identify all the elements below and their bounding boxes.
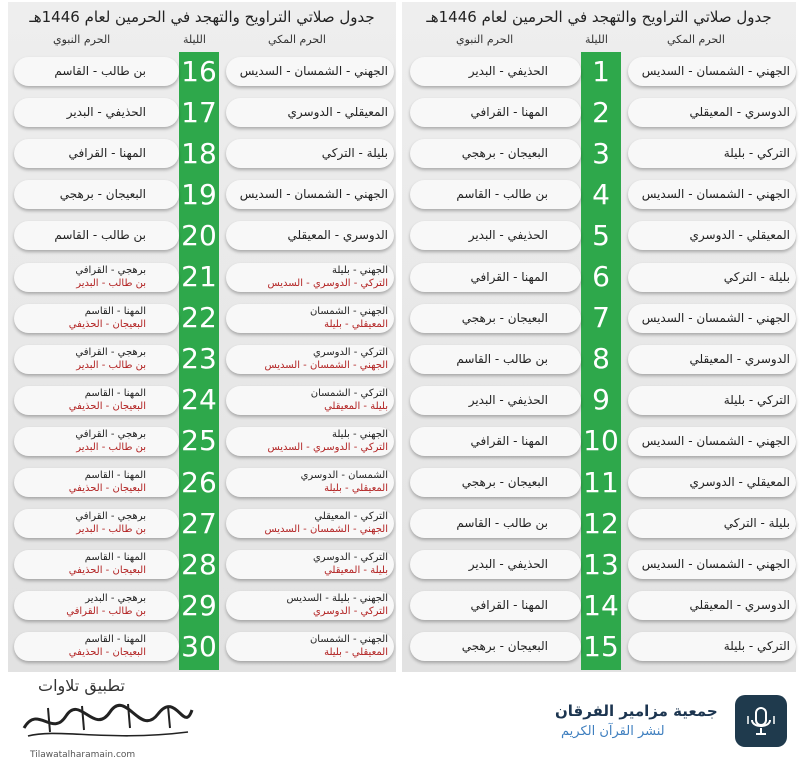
imam-names: برهجي - القرافي: [75, 428, 146, 440]
cell-nabawi: [408, 506, 548, 540]
cell-makki: [222, 177, 388, 211]
cell-nabawi: [408, 547, 548, 581]
cell-makki: [222, 95, 388, 129]
cell-makki: [222, 301, 388, 335]
imam-names-second: المعيقلي - بليلة: [324, 647, 388, 659]
table-row: [8, 301, 396, 335]
night-number: 11: [583, 465, 619, 499]
cell-nabawi: [16, 424, 146, 458]
imam-names: بليلة - التركي: [723, 269, 790, 284]
imam-names: البعيجان - برهجي: [461, 639, 548, 654]
cell-makki: [622, 465, 790, 499]
table-row: [8, 424, 396, 458]
imam-names: التركي - بليلة: [723, 146, 790, 161]
table-row: [8, 218, 396, 252]
cell-makki: [622, 301, 790, 335]
panel-title: جدول صلاتي التراويح والتهجد في الحرمين لعام 1446هـ: [29, 8, 375, 26]
night-number: 24: [181, 383, 217, 417]
cell-nabawi: [16, 177, 146, 211]
cell-nabawi: [16, 260, 146, 294]
imam-names: الدوسري - المعيقلي: [689, 351, 790, 366]
table-row: [402, 424, 796, 458]
cell-nabawi: [16, 506, 146, 540]
cell-nabawi: [408, 177, 548, 211]
cell-makki: [622, 95, 790, 129]
cell-nabawi: [16, 136, 146, 170]
imam-names: الجهني - الشمسان - السديس: [239, 64, 388, 78]
imam-names: المعيقلي - الدوسري: [287, 105, 388, 120]
col-header-night: الليلة: [183, 33, 206, 46]
imam-names: المعيقلي - الدوسري: [689, 475, 790, 489]
night-number: 20: [181, 218, 217, 252]
imam-names-second: بليلة - المعيقلي: [324, 565, 388, 577]
imam-names: المهنا - القرافي: [470, 598, 548, 613]
imam-names: التركي - الدوسري: [312, 552, 388, 564]
table-row: [402, 588, 796, 622]
imam-names: المهنا - القاسم: [84, 634, 146, 646]
night-number: 16: [181, 54, 217, 88]
imam-names-second: الجهني - الشمسان - السديس: [264, 359, 388, 371]
cell-makki: [622, 588, 790, 622]
imam-names-second: البعيجان - الحذيفي: [68, 400, 146, 412]
cell-makki: [622, 260, 790, 294]
night-number: 3: [592, 136, 610, 170]
table-row: [8, 54, 396, 88]
table-row: [8, 506, 396, 540]
col-header-night: الليلة: [585, 33, 608, 46]
cell-nabawi: [408, 588, 548, 622]
imam-names: بن طالب - القاسم: [54, 228, 146, 243]
imam-names: البعيجان - برهجي: [461, 146, 548, 161]
imam-names: برهجي - القرافي: [75, 264, 146, 276]
imam-names: الشمسان - الدوسري: [300, 470, 388, 481]
imam-names: التركي - بليلة: [723, 392, 790, 407]
cell-makki: [222, 260, 388, 294]
imam-names-second: التركي - الدوسري - السديس: [267, 441, 388, 453]
imam-names: الجهني - الشمسان: [309, 305, 388, 317]
night-number: 26: [181, 465, 217, 499]
table-row: [402, 260, 796, 294]
cell-makki: [622, 177, 790, 211]
imam-names: المهنا - القاسم: [84, 470, 146, 481]
imam-names: الحذيفي - البدير: [468, 228, 548, 243]
imam-names: الحذيفي - البدير: [468, 64, 548, 78]
cell-nabawi: [408, 383, 548, 417]
cell-makki: [622, 424, 790, 458]
cell-makki: [622, 629, 790, 663]
cell-nabawi: [408, 342, 548, 376]
cell-nabawi: [408, 95, 548, 129]
night-number: 2: [592, 95, 610, 129]
col-header-makki: الحرم المكي: [667, 33, 725, 46]
imam-names-second: البعيجان - الحذيفي: [68, 318, 146, 330]
imam-names-second: بليلة - المعيقلي: [324, 400, 388, 412]
night-number: 12: [583, 506, 619, 540]
imam-names-second: البعيجان - الحذيفي: [68, 483, 146, 494]
panel-title: جدول صلاتي التراويح والتهجد في الحرمين لعام 1446هـ: [426, 8, 772, 26]
cell-makki: [622, 342, 790, 376]
cell-makki: [222, 218, 388, 252]
table-row: [8, 588, 396, 622]
cell-makki: [222, 54, 388, 88]
night-number: 1: [592, 54, 610, 88]
night-number: 18: [181, 136, 217, 170]
cell-makki: [622, 506, 790, 540]
imam-names: المعيقلي - الدوسري: [689, 228, 790, 243]
imam-names-second: بن طالب - القرافي: [66, 606, 146, 618]
imam-names: بن طالب - القاسم: [456, 516, 548, 531]
night-number: 4: [592, 177, 610, 211]
imam-names: الجهني - الشمسان - السديس: [641, 557, 790, 572]
imam-names: الجهني - الشمسان - السديس: [641, 187, 790, 202]
imam-names: الجهني - الشمسان - السديس: [641, 64, 790, 78]
night-number: 5: [592, 218, 610, 252]
col-header-makki: الحرم المكي: [268, 33, 326, 46]
imam-names: الدوسري - المعيقلي: [689, 598, 790, 613]
night-number: 17: [181, 95, 217, 129]
cell-nabawi: [16, 547, 146, 581]
cell-nabawi: [408, 465, 548, 499]
table-row: [402, 301, 796, 335]
imam-names-second: الجهني - الشمسان - السديس: [264, 524, 388, 536]
imam-names: التركي - الشمسان: [310, 387, 388, 399]
night-number: 14: [583, 588, 619, 622]
imam-names-second: البعيجان - الحذيفي: [68, 647, 146, 659]
imam-names: المهنا - القاسم: [84, 387, 146, 399]
imam-names: برهجي - البدير: [85, 593, 146, 605]
imam-names-second: بن طالب - البدير: [76, 441, 146, 453]
imam-names-second: البعيجان - الحذيفي: [68, 565, 146, 577]
cell-makki: [222, 629, 388, 663]
column-headers: [8, 33, 396, 49]
cell-makki: [622, 54, 790, 88]
table-row: [402, 95, 796, 129]
table-row: [8, 629, 396, 663]
imam-names-second: التركي - الدوسري: [312, 606, 388, 618]
imam-names: المهنا - القرافي: [470, 105, 548, 120]
imam-names: البعيجان - برهجي: [461, 310, 548, 325]
table-row: [402, 629, 796, 663]
night-number: 7: [592, 301, 610, 335]
cell-nabawi: [16, 301, 146, 335]
table-row: [8, 177, 396, 211]
imam-names: المهنا - القرافي: [470, 269, 548, 284]
imam-names: بن طالب - القاسم: [456, 187, 548, 202]
imam-names: المهنا - القاسم: [84, 552, 146, 564]
table-row: [8, 465, 396, 499]
cell-nabawi: [408, 260, 548, 294]
night-number: 6: [592, 260, 610, 293]
imam-names: الجهني - الشمسان: [309, 634, 388, 646]
cell-makki: [622, 383, 790, 417]
imam-names: الجهني - الشمسان - السديس: [641, 433, 790, 448]
cell-makki: [622, 218, 790, 252]
imam-names-second: التركي - الدوسري - السديس: [267, 277, 388, 289]
imam-names: التركي - المعيقلي: [314, 511, 388, 523]
imam-names: برهجي - القرافي: [75, 511, 146, 523]
cell-nabawi: [408, 301, 548, 335]
night-number: 10: [583, 424, 619, 458]
cell-nabawi: [16, 465, 146, 499]
cell-nabawi: [408, 424, 548, 458]
imam-names: الجهني - بليلة: [332, 264, 388, 276]
cell-makki: [622, 547, 790, 581]
night-number: 27: [181, 506, 217, 540]
night-number: 30: [181, 629, 217, 663]
cell-makki: [222, 547, 388, 581]
cell-makki: [222, 342, 388, 376]
table-row: [402, 342, 796, 376]
imam-names: الدوسري - المعيقلي: [287, 228, 388, 243]
imam-names: الجهني - الشمسان - السديس: [239, 187, 388, 202]
haramain-calligraphy-logo: [18, 698, 196, 744]
cell-nabawi: [408, 136, 548, 170]
imam-names: التركي - الدوسري: [312, 346, 388, 358]
imam-names-second: بن طالب - البدير: [76, 277, 146, 289]
imam-names: المهنا - القرافي: [68, 146, 146, 161]
org-name: جمعية مزامير الفرقان: [555, 702, 718, 720]
cell-makki: [222, 383, 388, 417]
cell-makki: [222, 465, 388, 499]
cell-nabawi: [16, 95, 146, 129]
imam-names: الحذيفي - البدير: [468, 392, 548, 407]
night-number: 19: [181, 177, 217, 211]
table-row: [402, 54, 796, 88]
col-header-nabawi: الحرم النبوي: [456, 33, 514, 46]
table-row: [402, 218, 796, 252]
cell-nabawi: [16, 54, 146, 88]
table-row: [8, 342, 396, 376]
imam-names-second: بن طالب - البدير: [76, 524, 146, 536]
imam-names: الجهني - الشمسان - السديس: [641, 310, 790, 325]
imam-names: الحذيفي - البدير: [66, 105, 146, 120]
imam-names: المهنا - القرافي: [470, 433, 548, 448]
cell-nabawi: [16, 383, 146, 417]
cell-nabawi: [408, 54, 548, 88]
col-header-nabawi: الحرم النبوي: [53, 33, 111, 46]
table-row: [402, 506, 796, 540]
imam-names: بن طالب - القاسم: [54, 64, 146, 78]
imam-names: الحذيفي - البدير: [468, 557, 548, 572]
table-row: [8, 383, 396, 417]
table-row: [8, 547, 396, 581]
imam-names: بليلة - التركي: [321, 146, 388, 161]
night-number: 22: [181, 301, 217, 335]
table-row: [402, 177, 796, 211]
imam-names: البعيجان - برهجي: [461, 475, 548, 489]
imam-names: بليلة - التركي: [723, 516, 790, 531]
microphone-icon: [735, 695, 787, 747]
imam-names-second: المعيقلي - بليلة: [324, 483, 388, 494]
org-tagline: لنشر القرآن الكريم: [561, 724, 665, 739]
schedule-panel-nights-16-30: [8, 2, 396, 672]
column-headers: [402, 33, 796, 49]
imam-names: البعيجان - برهجي: [59, 187, 146, 202]
table-row: [402, 383, 796, 417]
cell-makki: [222, 136, 388, 170]
night-number: 28: [181, 547, 217, 581]
table-row: [8, 260, 396, 294]
night-number: 13: [583, 547, 619, 581]
cell-makki: [222, 588, 388, 622]
website-url[interactable]: Tilawatalharamain.com: [30, 750, 136, 760]
night-number: 29: [181, 588, 217, 622]
cell-makki: [222, 506, 388, 540]
table-row: [402, 136, 796, 170]
table-row: [402, 465, 796, 499]
table-row: [8, 136, 396, 170]
cell-nabawi: [16, 218, 146, 252]
imam-names: برهجي - القرافي: [75, 346, 146, 358]
imam-names: التركي - بليلة: [723, 639, 790, 654]
schedule-panel-nights-1-15: [402, 2, 796, 672]
imam-names-second: المعيقلي - بليلة: [324, 318, 388, 330]
night-number: 21: [181, 260, 217, 293]
cell-nabawi: [16, 342, 146, 376]
imam-names: الجهني - بليلة: [332, 428, 388, 440]
night-number: 25: [181, 424, 217, 458]
cell-nabawi: [16, 629, 146, 663]
imam-names-second: بن طالب - البدير: [76, 359, 146, 371]
cell-makki: [622, 136, 790, 170]
cell-makki: [222, 424, 388, 458]
cell-nabawi: [408, 218, 548, 252]
night-number: 9: [592, 383, 610, 417]
table-row: [402, 547, 796, 581]
table-row: [8, 95, 396, 129]
app-title: تطبيق تلاوات: [38, 676, 125, 695]
imam-names: بن طالب - القاسم: [456, 351, 548, 366]
night-number: 15: [583, 629, 619, 663]
imam-names: الدوسري - المعيقلي: [689, 105, 790, 120]
cell-nabawi: [408, 629, 548, 663]
imam-names: الجهني - بليلة - السديس: [286, 593, 388, 605]
cell-nabawi: [16, 588, 146, 622]
night-number: 23: [181, 342, 217, 376]
night-number: 8: [592, 342, 610, 376]
imam-names: المهنا - القاسم: [84, 305, 146, 317]
